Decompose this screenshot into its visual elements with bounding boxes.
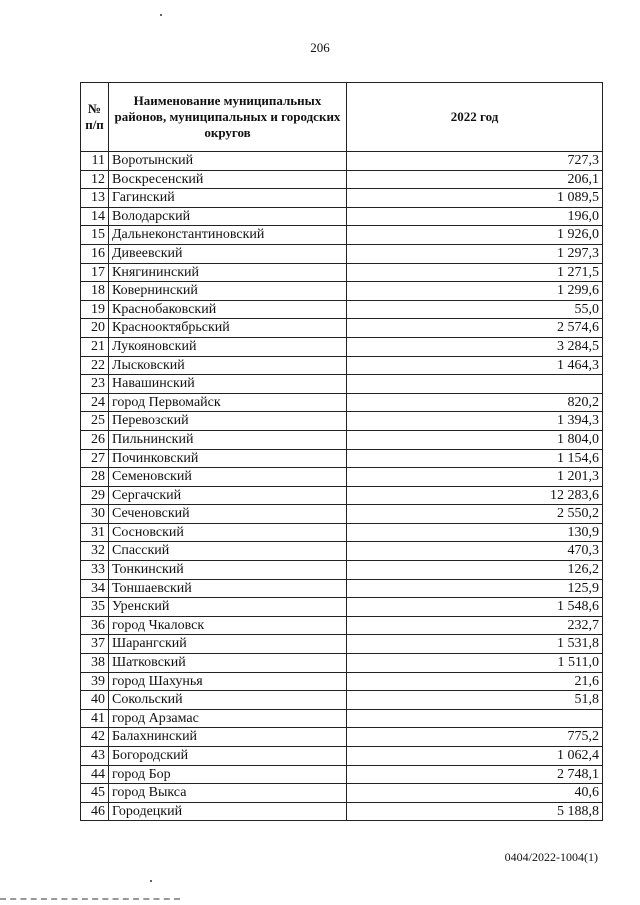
table-row bbox=[81, 765, 603, 784]
table-row bbox=[81, 170, 603, 189]
scan-speck bbox=[150, 880, 152, 882]
row-name: Дивеевский bbox=[109, 244, 347, 263]
row-value: 1 926,0 bbox=[347, 226, 603, 245]
row-value: 727,3 bbox=[347, 152, 603, 171]
row-name: Сеченовский bbox=[109, 505, 347, 524]
table-row bbox=[81, 393, 603, 412]
table-row bbox=[81, 226, 603, 245]
row-value: 1 511,0 bbox=[347, 654, 603, 673]
table-row bbox=[81, 505, 603, 524]
row-number: 14 bbox=[81, 207, 109, 226]
row-name: Уренский bbox=[109, 598, 347, 617]
table-row bbox=[81, 319, 603, 338]
row-value: 2 574,6 bbox=[347, 319, 603, 338]
row-value: 820,2 bbox=[347, 393, 603, 412]
table-row bbox=[81, 468, 603, 487]
row-name: Пильнинский bbox=[109, 430, 347, 449]
table-row bbox=[81, 449, 603, 468]
row-value: 12 283,6 bbox=[347, 486, 603, 505]
row-number: 17 bbox=[81, 263, 109, 282]
row-name: Лысковский bbox=[109, 356, 347, 375]
table-row bbox=[81, 709, 603, 728]
row-name: Володарский bbox=[109, 207, 347, 226]
row-number: 28 bbox=[81, 468, 109, 487]
row-value: 125,9 bbox=[347, 579, 603, 598]
row-name: город Первомайск bbox=[109, 393, 347, 412]
row-number: 26 bbox=[81, 430, 109, 449]
table-row bbox=[81, 412, 603, 431]
row-number: 37 bbox=[81, 635, 109, 654]
table-row bbox=[81, 337, 603, 356]
row-number: 13 bbox=[81, 189, 109, 208]
row-number: 39 bbox=[81, 672, 109, 691]
table-row bbox=[81, 300, 603, 319]
row-value: 1 464,3 bbox=[347, 356, 603, 375]
row-name: Княгининский bbox=[109, 263, 347, 282]
row-number: 33 bbox=[81, 561, 109, 580]
row-number: 36 bbox=[81, 616, 109, 635]
row-value: 775,2 bbox=[347, 728, 603, 747]
row-value bbox=[347, 375, 603, 394]
row-name: Краснобаковский bbox=[109, 300, 347, 319]
row-number: 46 bbox=[81, 802, 109, 821]
table-row bbox=[81, 244, 603, 263]
row-number: 11 bbox=[81, 152, 109, 171]
row-value: 196,0 bbox=[347, 207, 603, 226]
row-value: 1 062,4 bbox=[347, 747, 603, 766]
row-value: 1 394,3 bbox=[347, 412, 603, 431]
table-row bbox=[81, 263, 603, 282]
row-value: 1 271,5 bbox=[347, 263, 603, 282]
header-year: 2022 год bbox=[347, 83, 603, 152]
row-name: Шатковский bbox=[109, 654, 347, 673]
row-number: 19 bbox=[81, 300, 109, 319]
table-body bbox=[81, 152, 603, 821]
row-name: Городецкий bbox=[109, 802, 347, 821]
table-row bbox=[81, 672, 603, 691]
row-number: 24 bbox=[81, 393, 109, 412]
row-name: Ковернинский bbox=[109, 282, 347, 301]
table-row bbox=[81, 579, 603, 598]
row-number: 23 bbox=[81, 375, 109, 394]
row-number: 27 bbox=[81, 449, 109, 468]
row-name: Воскресенский bbox=[109, 170, 347, 189]
row-number: 15 bbox=[81, 226, 109, 245]
row-value: 232,7 bbox=[347, 616, 603, 635]
row-name: Дальнеконстантиновский bbox=[109, 226, 347, 245]
table-row bbox=[81, 598, 603, 617]
row-number: 30 bbox=[81, 505, 109, 524]
table-row bbox=[81, 375, 603, 394]
row-number: 34 bbox=[81, 579, 109, 598]
table-row bbox=[81, 542, 603, 561]
row-number: 41 bbox=[81, 709, 109, 728]
row-name: Навашинский bbox=[109, 375, 347, 394]
table-row bbox=[81, 523, 603, 542]
row-number: 38 bbox=[81, 654, 109, 673]
scan-speck bbox=[160, 14, 162, 16]
table-row bbox=[81, 486, 603, 505]
row-name: Лукояновский bbox=[109, 337, 347, 356]
table-row bbox=[81, 152, 603, 171]
row-name: Сосновский bbox=[109, 523, 347, 542]
table-row bbox=[81, 282, 603, 301]
row-name: город Шахунья bbox=[109, 672, 347, 691]
header-num: № п/п bbox=[81, 83, 109, 152]
row-value: 55,0 bbox=[347, 300, 603, 319]
table-row bbox=[81, 561, 603, 580]
row-name: Перевозский bbox=[109, 412, 347, 431]
row-name: Шарангский bbox=[109, 635, 347, 654]
header-name: Наименование муниципальных районов, муниципальных и городских округов bbox=[109, 83, 347, 152]
table-row bbox=[81, 430, 603, 449]
row-name: город Бор bbox=[109, 765, 347, 784]
table-row bbox=[81, 356, 603, 375]
table-row bbox=[81, 207, 603, 226]
row-number: 12 bbox=[81, 170, 109, 189]
row-name: Краснооктябрьский bbox=[109, 319, 347, 338]
document-code: 0404/2022-1004(1) bbox=[504, 850, 598, 864]
row-name: Тоншаевский bbox=[109, 579, 347, 598]
table-row bbox=[81, 747, 603, 766]
row-name: Спасский bbox=[109, 542, 347, 561]
row-name: город Выкса bbox=[109, 784, 347, 803]
row-name: Сергачский bbox=[109, 486, 347, 505]
municipal-table bbox=[80, 82, 603, 821]
table-row bbox=[81, 189, 603, 208]
row-value: 5 188,8 bbox=[347, 802, 603, 821]
table-row bbox=[81, 728, 603, 747]
row-value: 130,9 bbox=[347, 523, 603, 542]
row-value: 1 201,3 bbox=[347, 468, 603, 487]
row-number: 32 bbox=[81, 542, 109, 561]
row-number: 44 bbox=[81, 765, 109, 784]
page-number: 206 bbox=[310, 40, 330, 55]
row-number: 25 bbox=[81, 412, 109, 431]
row-value: 1 804,0 bbox=[347, 430, 603, 449]
row-name: Починковский bbox=[109, 449, 347, 468]
row-value: 1 154,6 bbox=[347, 449, 603, 468]
row-number: 42 bbox=[81, 728, 109, 747]
row-value: 470,3 bbox=[347, 542, 603, 561]
table-row bbox=[81, 802, 603, 821]
row-value: 3 284,5 bbox=[347, 337, 603, 356]
row-name: Гагинский bbox=[109, 189, 347, 208]
table-row bbox=[81, 616, 603, 635]
row-number: 40 bbox=[81, 691, 109, 710]
row-value: 1 299,6 bbox=[347, 282, 603, 301]
row-value: 21,6 bbox=[347, 672, 603, 691]
row-value: 126,2 bbox=[347, 561, 603, 580]
table-row bbox=[81, 654, 603, 673]
row-name: Тонкинский bbox=[109, 561, 347, 580]
row-number: 20 bbox=[81, 319, 109, 338]
row-number: 35 bbox=[81, 598, 109, 617]
row-number: 22 bbox=[81, 356, 109, 375]
row-number: 43 bbox=[81, 747, 109, 766]
table-row bbox=[81, 691, 603, 710]
row-value: 1 297,3 bbox=[347, 244, 603, 263]
row-name: Семеновский bbox=[109, 468, 347, 487]
row-number: 29 bbox=[81, 486, 109, 505]
row-value bbox=[347, 709, 603, 728]
row-number: 31 bbox=[81, 523, 109, 542]
row-name: город Чкаловск bbox=[109, 616, 347, 635]
table-row bbox=[81, 784, 603, 803]
row-name: Богородский bbox=[109, 747, 347, 766]
table-row bbox=[81, 635, 603, 654]
row-number: 18 bbox=[81, 282, 109, 301]
row-value: 1 548,6 bbox=[347, 598, 603, 617]
row-name: Сокольский bbox=[109, 691, 347, 710]
row-value: 51,8 bbox=[347, 691, 603, 710]
row-number: 45 bbox=[81, 784, 109, 803]
row-value: 1 531,8 bbox=[347, 635, 603, 654]
row-value: 40,6 bbox=[347, 784, 603, 803]
row-name: Балахнинский bbox=[109, 728, 347, 747]
row-number: 16 bbox=[81, 244, 109, 263]
row-name: Воротынский bbox=[109, 152, 347, 171]
row-value: 2 550,2 bbox=[347, 505, 603, 524]
row-value: 1 089,5 bbox=[347, 189, 603, 208]
page-edge-line bbox=[0, 898, 180, 902]
row-number: 21 bbox=[81, 337, 109, 356]
row-value: 206,1 bbox=[347, 170, 603, 189]
row-name: город Арзамас bbox=[109, 709, 347, 728]
row-value: 2 748,1 bbox=[347, 765, 603, 784]
table-header-row bbox=[81, 83, 603, 152]
